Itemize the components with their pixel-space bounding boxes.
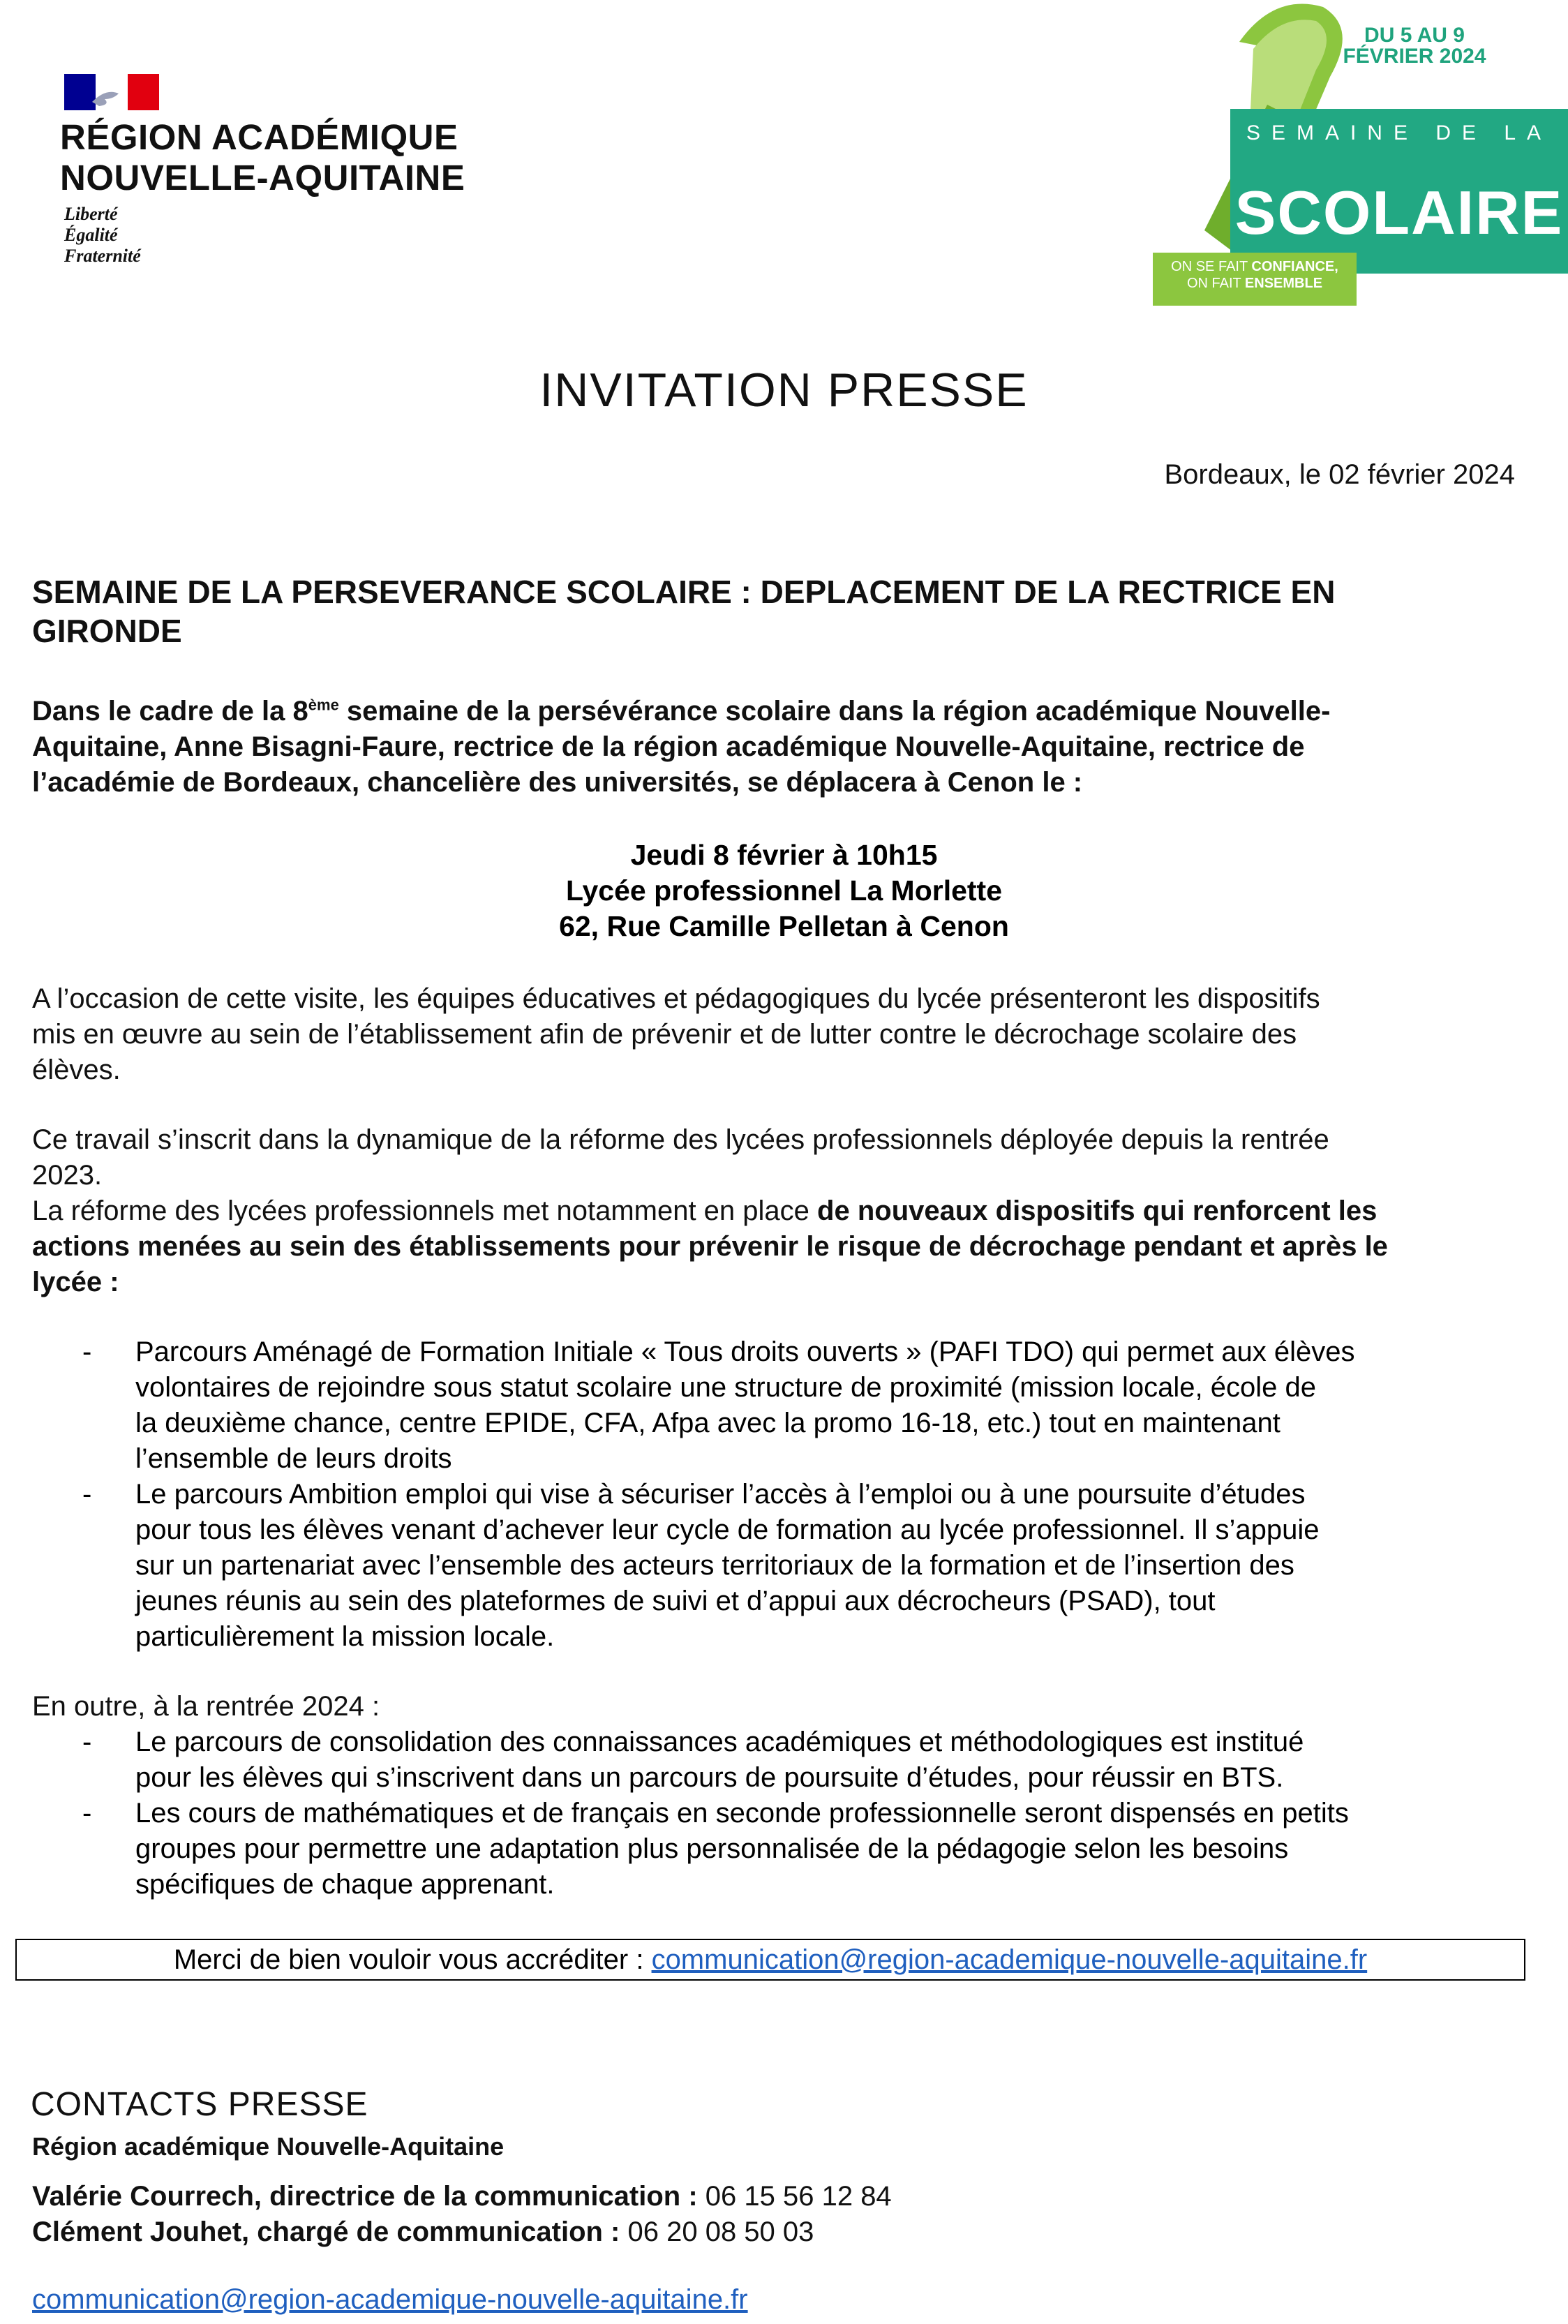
bullet-line: particulièrement la mission locale. xyxy=(135,1621,555,1652)
bullet-dash: - xyxy=(82,1479,92,1510)
motto-egalite: Égalité xyxy=(64,225,118,245)
bullet-line: spécifiques de chaque apprenant. xyxy=(135,1869,555,1900)
republic-motto xyxy=(64,204,141,267)
p2-line1: Ce travail s’inscrit dans la dynamique de la réforme des lycées professionnels déployée depuis la rentrée xyxy=(32,1124,1329,1155)
headline-line1: SEMAINE DE LA PERSEVERANCE SCOLAIRE : DEPLACEMENT DE LA RECTRICE EN xyxy=(32,574,1336,610)
logo-date xyxy=(1338,25,1491,67)
p1-line3: élèves. xyxy=(32,1055,121,1085)
paragraph-reform xyxy=(32,1122,1539,1193)
contact1-name: Valérie Courrech, directrice de la communication : xyxy=(32,2181,705,2212)
accreditation-box xyxy=(15,1939,1525,1981)
logo-line1: SEMAINE DE LA xyxy=(1246,121,1553,144)
intro-paragraph xyxy=(32,694,1539,800)
institution-line2: NOUVELLE-AQUITAINE xyxy=(60,158,465,198)
bullet-line: jeunes réunis au sein des plateformes de suivi et d’appui aux décrocheurs (PSAD), tout xyxy=(135,1586,1216,1616)
bullet-pafi xyxy=(135,1334,1524,1477)
contacts-list xyxy=(32,2179,1539,2250)
bullet-line: Le parcours Ambition emploi qui vise à sécuriser l’accès à l’emploi ou à une poursuite d’études xyxy=(135,1479,1306,1510)
institution-name xyxy=(60,117,465,198)
institution-line1: RÉGION ACADÉMIQUE xyxy=(60,117,458,157)
intro-part-b: semaine de la persévérance scolaire dans la région académique Nouvelle- xyxy=(338,696,1331,727)
bullet-line: l’ensemble de leurs droits xyxy=(135,1443,452,1474)
logo-tag-2a: ON FAIT xyxy=(1186,276,1245,291)
logo-tag-1b: CONFIANCE, xyxy=(1251,259,1338,274)
bullet-ambition xyxy=(135,1477,1524,1655)
bullet-petits-groupes xyxy=(135,1796,1524,1902)
bullet-line: sur un partenariat avec l’ensemble des acteurs territoriaux de la formation et de l’insertion des xyxy=(135,1550,1294,1581)
p2-line2: 2023. xyxy=(32,1160,103,1191)
paragraph-visit xyxy=(32,981,1539,1088)
paragraph-rentree: En outre, à la rentrée 2024 : xyxy=(32,1691,380,1722)
logo-line2: SCOLAIRE xyxy=(1234,178,1564,247)
bullet-line: groupes pour permettre une adaptation plus personnalisée de la pédagogie selon les besoins xyxy=(135,1833,1289,1864)
headline xyxy=(32,572,1532,650)
p1-line2: mis en œuvre au sein de l’établissement afin de prévenir et de lutter contre le décrochage scolaire des xyxy=(32,1019,1297,1050)
bullet-consolidation xyxy=(135,1725,1524,1796)
bullet-line: Parcours Aménagé de Formation Initiale « Tous droits ouverts » (PAFI TDO) qui permet aux élèves xyxy=(135,1336,1355,1367)
contacts-heading: CONTACTS PRESSE xyxy=(31,2086,368,2123)
event-place: Lycée professionnel La Morlette xyxy=(565,874,1003,907)
contact2-name: Clément Jouhet, chargé de communication : xyxy=(32,2217,628,2247)
event-date: Jeudi 8 février à 10h15 xyxy=(630,839,938,871)
contacts-email-link[interactable]: communication@region-academique-nouvelle-aquitaine.fr xyxy=(32,2284,748,2315)
contacts-org: Région académique Nouvelle-Aquitaine xyxy=(32,2132,505,2161)
logo-date-line2: FÉVRIER 2024 xyxy=(1343,45,1486,68)
logo-date-line1: DU 5 AU 9 xyxy=(1364,24,1465,47)
bullet-dash: - xyxy=(82,1727,92,1757)
accreditation-email-link[interactable]: communication@region-academique-nouvelle-aquitaine.fr xyxy=(651,1944,1368,1975)
logo-tag-2b: ENSEMBLE xyxy=(1244,276,1323,291)
intro-part-a: Dans le cadre de la 8 xyxy=(32,696,308,727)
event-details xyxy=(0,837,1568,944)
event-address: 62, Rue Camille Pelletan à Cenon xyxy=(559,910,1009,942)
accreditation-label: Merci de bien vouloir vous accréditer : xyxy=(173,1944,652,1975)
bullet-line: la deuxième chance, centre EPIDE, CFA, Afpa avec la promo 16-18, etc.) tout en maintenant xyxy=(135,1408,1280,1438)
bullet-line: pour les élèves qui s’inscrivent dans un parcours de poursuite d’études, pour réussir en BTS. xyxy=(135,1762,1284,1793)
intro-sup: ème xyxy=(308,696,339,714)
marianne-flag-logo xyxy=(64,74,159,110)
bullet-line: Les cours de mathématiques et de français en seconde professionnelle seront dispensés en petits xyxy=(135,1798,1349,1828)
motto-liberte: Liberté xyxy=(64,204,118,224)
bullet-dash: - xyxy=(82,1336,92,1367)
headline-line2: GIRONDE xyxy=(32,613,182,649)
logo-tag-1a: ON SE FAIT xyxy=(1171,259,1252,274)
contacts-email-row xyxy=(32,2282,1539,2318)
bullet-line: pour tous les élèves venant d’achever leur cycle de formation au lycée professionnel. Il s’appuie xyxy=(135,1514,1320,1545)
contact2-phone: 06 20 08 50 03 xyxy=(627,2217,814,2247)
p3-line3: lycée : xyxy=(32,1267,119,1297)
paragraph-measures xyxy=(32,1193,1539,1300)
p3-line1-a: La réforme des lycées professionnels met notamment en place xyxy=(32,1195,818,1226)
bullet-dash: - xyxy=(82,1798,92,1828)
logo-tagline xyxy=(1153,258,1357,292)
intro-line3: l’académie de Bordeaux, chancelière des universités, se déplacera à Cenon le : xyxy=(32,767,1083,798)
motto-fraternite: Fraternité xyxy=(64,246,141,266)
document-type-title: INVITATION PRESSE xyxy=(539,364,1029,417)
p1-line1: A l’occasion de cette visite, les équipes éducatives et pédagogiques du lycée présenteront les dispositifs xyxy=(32,983,1320,1014)
intro-line2: Aquitaine, Anne Bisagni-Faure, rectrice de la région académique Nouvelle-Aquitaine, rectrice de xyxy=(32,731,1305,762)
bullet-line: volontaires de rejoindre sous statut scolaire une structure de proximité (mission locale, école de xyxy=(135,1372,1316,1403)
contact1-phone: 06 15 56 12 84 xyxy=(705,2181,892,2212)
p3-line2: actions menées au sein des établissements pour prévenir le risque de décrochage pendant et après le xyxy=(32,1231,1388,1262)
p3-line1-b: de nouveaux dispositifs qui renforcent les xyxy=(817,1195,1377,1226)
bullet-line: Le parcours de consolidation des connaissances académiques et méthodologiques est institué xyxy=(135,1727,1304,1757)
document-date: Bordeaux, le 02 février 2024 xyxy=(1164,459,1515,490)
